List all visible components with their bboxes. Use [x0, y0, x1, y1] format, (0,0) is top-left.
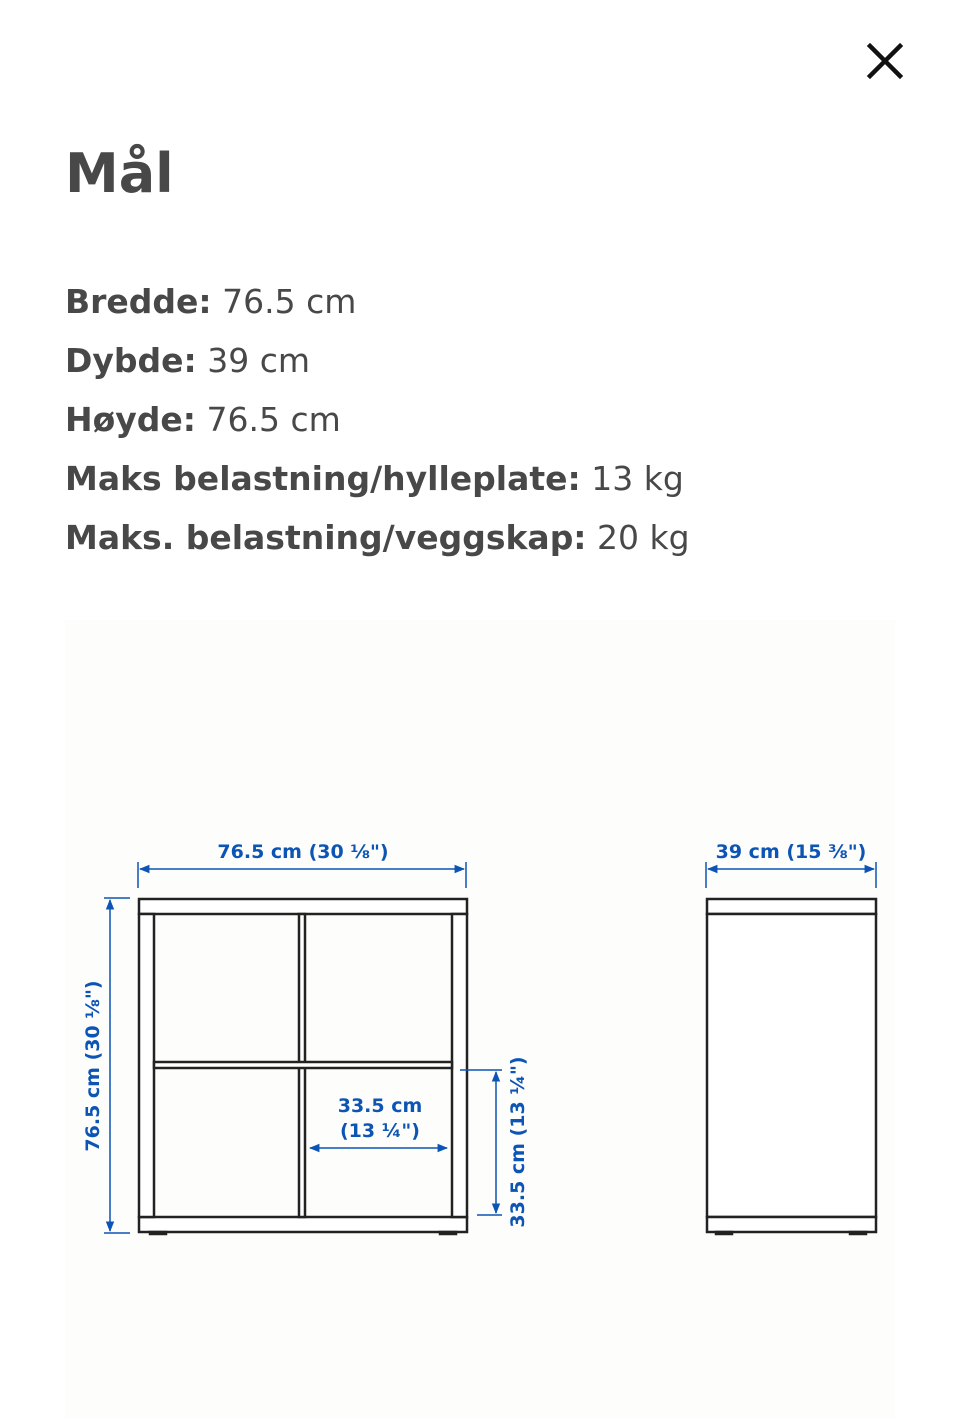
spec-label: Maks. belastning/veggskap: [65, 518, 587, 557]
side-view-shelf [707, 899, 876, 1234]
height-dimension-label: 76.5 cm (30 ⅛") [82, 980, 104, 1152]
compartment-height-label: 33.5 cm (13 ¼") [507, 1056, 529, 1228]
spec-value: 76.5 cm [222, 282, 357, 321]
spec-label: Bredde: [65, 282, 212, 321]
compartment-width-in-label: (13 ¼") [340, 1120, 420, 1142]
front-view-shelf [139, 899, 467, 1234]
spec-value: 20 kg [597, 518, 690, 557]
depth-dimension-label: 39 cm (15 ⅜") [715, 841, 867, 863]
width-dimension-label: 76.5 cm (30 ⅛") [217, 841, 389, 863]
spec-value: 76.5 cm [206, 400, 341, 439]
compartment-width-cm-label: 33.5 cm [337, 1095, 423, 1117]
page-title: Mål [65, 142, 174, 205]
spec-label: Maks belastning/hylleplate: [65, 459, 581, 498]
spec-value: 39 cm [207, 341, 311, 380]
spec-label: Høyde: [65, 400, 197, 439]
spec-value: 13 kg [591, 459, 684, 498]
spec-label: Dybde: [65, 341, 197, 380]
